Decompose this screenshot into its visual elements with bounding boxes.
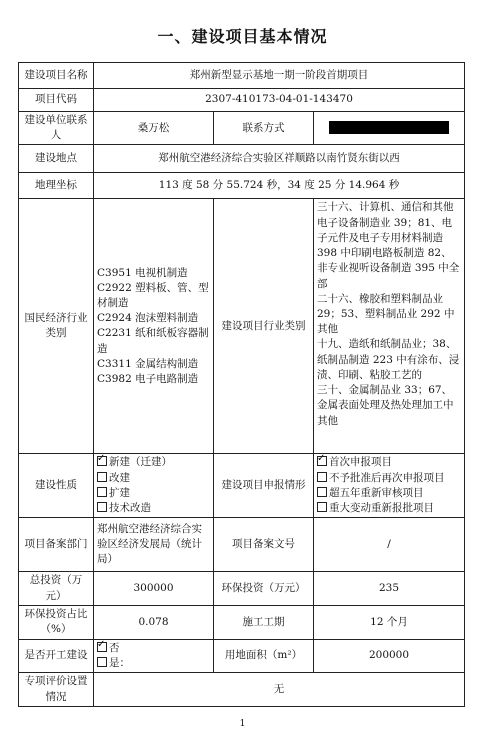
filing-option — [317, 471, 461, 486]
checkbox[interactable] — [317, 487, 327, 497]
started-option-label: 是： — [109, 656, 130, 669]
filing-label: 建设项目申报情形 — [214, 454, 314, 518]
project-code-value: 2307-410173-04-01-143470 — [94, 89, 465, 112]
location-value: 郑州航空港经济综合实验区祥顺路以南竹贤东街以西 — [94, 145, 465, 173]
table-row — [19, 112, 465, 145]
filing-option — [317, 486, 461, 501]
table-row — [19, 572, 465, 605]
nature-label: 建设性质 — [19, 454, 94, 518]
ratio-value: 0.078 — [94, 605, 214, 639]
table-row — [19, 199, 465, 454]
page-number: 1 — [239, 719, 246, 729]
filing-options — [314, 454, 465, 518]
project-name-label: 建设项目名称 — [19, 63, 94, 89]
redaction-bar — [329, 121, 449, 134]
special-label: 专项评价设置情况 — [19, 673, 94, 707]
started-option — [97, 656, 210, 671]
filing-option — [317, 455, 461, 470]
checked-checkbox[interactable] — [317, 456, 327, 466]
table-row — [19, 145, 465, 173]
nature-option — [97, 455, 210, 470]
industry-category-value: 三十六、计算机、通信和其他电子设备制造业 39；81、电子元件及电子专用材料制造 398 中印刷电路板制造 82、非专业视听设备制造 395 中全部 二十六、橡胶和塑料制品业 29；53、塑料制品业 292 中其他 十九、造纸和纸制品业；38、纸制品制造 223 中有涂布、浸渍、印刷、粘胶工艺的 三十、金属制品业 33；67、金属表面处理及热处理加工中其他 — [314, 199, 465, 454]
special-value: 无 — [94, 673, 465, 707]
table-row — [19, 673, 465, 707]
area-label: 用地面积（m²） — [214, 639, 314, 672]
nature-options — [94, 454, 214, 518]
industry-value: C3951 电视机制造 C2922 塑料板、管、型材制造 C2924 泡沫塑料制造 C2231 纸和纸板容器制造 C3311 金属结构制造 C3982 电子电路制造 — [94, 199, 214, 454]
nature-option-label: 改建 — [109, 471, 130, 484]
checkbox[interactable] — [317, 502, 327, 512]
env-investment-label: 环保投资（万元） — [214, 572, 314, 605]
checkbox[interactable] — [97, 502, 107, 512]
env-investment-value: 235 — [314, 572, 465, 605]
industry-category-label: 建设项目行业类别 — [214, 199, 314, 454]
page-title: 一、建设项目基本情况 — [157, 27, 328, 46]
coords-value: 113 度 58 分 55.724 秒，34 度 25 分 14.964 秒 — [94, 173, 465, 199]
industry-label: 国民经济行业类别 — [19, 199, 94, 454]
checkbox[interactable] — [97, 657, 107, 667]
ratio-label: 环保投资占比（%） — [19, 605, 94, 639]
checkbox[interactable] — [97, 487, 107, 497]
period-label: 施工工期 — [214, 605, 314, 639]
started-label: 是否开工建设 — [19, 639, 94, 672]
table-row — [19, 173, 465, 199]
record-value: 郑州航空港经济综合实验区经济发展局（统计局） — [94, 518, 214, 572]
nature-option — [97, 471, 210, 486]
project-name-value: 郑州新型显示基地一期一阶段首期项目 — [94, 63, 465, 89]
table-row — [19, 89, 465, 112]
project-code-label: 项目代码 — [19, 89, 94, 112]
contact-label: 建设单位联系人 — [19, 112, 94, 145]
table-row — [19, 518, 465, 572]
filing-option-label: 重大变动重新报批项目 — [329, 502, 434, 515]
table-row — [19, 454, 465, 518]
filing-option-label: 首次申报项目 — [329, 456, 392, 469]
contact-value: 桑万松 — [94, 112, 214, 145]
filing-option-label: 超五年重新审核项目 — [329, 486, 424, 499]
filing-option — [317, 501, 461, 516]
checkbox[interactable] — [97, 472, 107, 482]
nature-option — [97, 501, 210, 516]
started-options — [94, 639, 214, 672]
table-row — [19, 63, 465, 89]
investment-label: 总投资（万元） — [19, 572, 94, 605]
location-label: 建设地点 — [19, 145, 94, 173]
checked-checkbox[interactable] — [97, 456, 107, 466]
record-doc-value: / — [314, 518, 465, 572]
record-label: 项目备案部门 — [19, 518, 94, 572]
nature-option-label: 新建（迁建） — [109, 456, 172, 469]
nature-option — [97, 486, 210, 501]
table-row — [19, 605, 465, 639]
investment-value: 300000 — [94, 572, 214, 605]
contact-method-value — [314, 112, 465, 145]
period-value: 12 个月 — [314, 605, 465, 639]
table-row — [19, 639, 465, 672]
project-info-table — [18, 62, 465, 707]
nature-option-label: 技术改造 — [109, 502, 151, 515]
filing-option-label: 不予批准后再次申报项目 — [329, 471, 445, 484]
checked-checkbox[interactable] — [97, 642, 107, 652]
started-option — [97, 641, 210, 656]
checkbox[interactable] — [317, 472, 327, 482]
area-value: 200000 — [314, 639, 465, 672]
record-doc-label: 项目备案文号 — [214, 518, 314, 572]
nature-option-label: 扩建 — [109, 486, 130, 499]
contact-method-label: 联系方式 — [214, 112, 314, 145]
coords-label: 地理坐标 — [19, 173, 94, 199]
started-option-label: 否 — [109, 641, 120, 654]
